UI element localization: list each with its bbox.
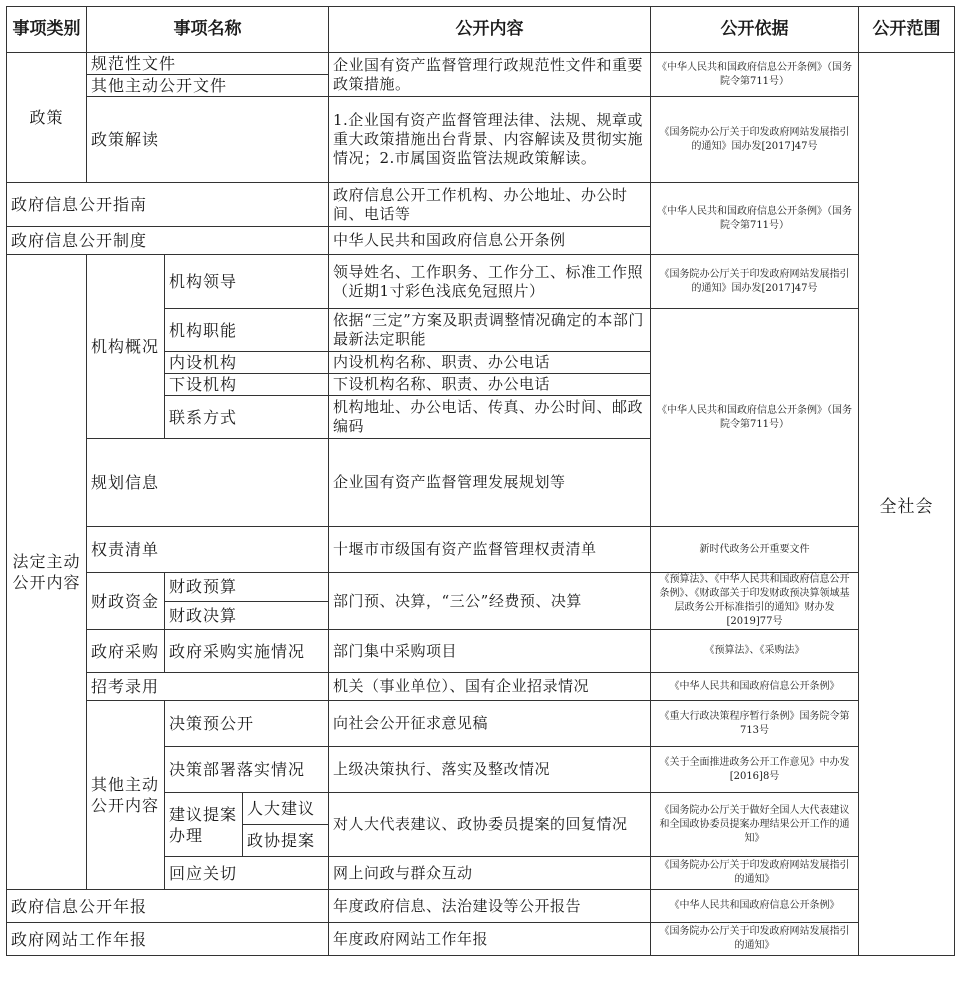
basis-ogi-regulation: 《中华人民共和国政府信息公开条例》（国务院令第711号） <box>651 53 859 97</box>
content-recruit: 机关（事业单位）、国有企业招录情况 <box>329 673 651 701</box>
item-org-overview: 机构概况 <box>87 255 165 439</box>
basis-ogi-regulation: 《中华人民共和国政府信息公开条例》 <box>651 890 859 923</box>
table-row <box>7 573 955 602</box>
item-budget: 财政预算 <box>165 573 329 602</box>
basis-decision-procedure: 《重大行政决策程序暂行条例》国务院令第713号 <box>651 701 859 747</box>
content-system: 中华人民共和国政府信息公开条例 <box>329 227 651 255</box>
table-row <box>7 183 955 227</box>
table-row <box>7 630 955 673</box>
item-leaders: 机构领导 <box>165 255 329 309</box>
content-decision-draft: 向社会公开征求意见稿 <box>329 701 651 747</box>
content-proposal: 对人大代表建议、政协委员提案的回复情况 <box>329 793 651 857</box>
header-content: 公开内容 <box>329 7 651 53</box>
content-annual-report: 年度政府信息、法治建设等公开报告 <box>329 890 651 923</box>
item-recruit: 招考录用 <box>87 673 329 701</box>
item-guide: 政府信息公开指南 <box>7 183 329 227</box>
item-planning: 规划信息 <box>87 439 329 527</box>
table-row <box>7 701 955 747</box>
basis-proposal-notice: 《国务院办公厅关于做好全国人大代表建议和全国政协委员提案办理结果公开工作的通知》 <box>651 793 859 857</box>
header-basis: 公开依据 <box>651 7 859 53</box>
basis-ogi-regulation: 《中华人民共和国政府信息公开条例》（国务院令第711号） <box>651 183 859 255</box>
scope-all-society: 全社会 <box>859 53 955 956</box>
basis-key-documents: 新时代政务公开重要文件 <box>651 527 859 573</box>
table-row <box>7 255 955 309</box>
item-response: 回应关切 <box>165 857 329 890</box>
item-finance: 财政资金 <box>87 573 165 630</box>
table-row <box>7 673 955 701</box>
table-row <box>7 890 955 923</box>
item-cppcc: 政协提案 <box>243 825 329 857</box>
item-decision-draft: 决策预公开 <box>165 701 329 747</box>
basis-open-government-opinion: 《关于全面推进政务公开工作意见》中办发[2016]8号 <box>651 747 859 793</box>
item-power-list: 权责清单 <box>87 527 329 573</box>
item-other-active-content: 其他主动公开内容 <box>87 701 165 890</box>
item-internal: 内设机构 <box>165 352 329 374</box>
item-annual-report: 政府信息公开年报 <box>7 890 329 923</box>
content-web-report: 年度政府网站工作年报 <box>329 923 651 956</box>
item-subordinate: 下设机构 <box>165 374 329 396</box>
content-planning: 企业国有资产监督管理发展规划等 <box>329 439 651 527</box>
item-procurement: 政府采购 <box>87 630 165 673</box>
basis-website-guide: 《国务院办公厅关于印发政府网站发展指引的通知》国办发[2017]47号 <box>651 97 859 183</box>
table-row <box>7 53 955 75</box>
content-contact: 机构地址、办公电话、传真、办公时间、邮政编码 <box>329 396 651 439</box>
item-other-active: 其他主动公开文件 <box>87 75 329 97</box>
content-leaders: 领导姓名、工作职务、工作分工、标准工作照（近期1寸彩色浅底免冠照片） <box>329 255 651 309</box>
content-power-list: 十堰市市级国有资产监督管理权责清单 <box>329 527 651 573</box>
content-response: 网上问政与群众互动 <box>329 857 651 890</box>
content-finance: 部门预、决算，“三公”经费预、决算 <box>329 573 651 630</box>
content-decision-impl: 上级决策执行、落实及整改情况 <box>329 747 651 793</box>
header-scope: 公开范围 <box>859 7 955 53</box>
header-category: 事项类别 <box>7 7 87 53</box>
item-system: 政府信息公开制度 <box>7 227 329 255</box>
disclosure-table <box>6 6 955 956</box>
item-web-report: 政府网站工作年报 <box>7 923 329 956</box>
category-mandatory: 法定主动公开内容 <box>7 255 87 890</box>
content-internal: 内设机构名称、职责、办公电话 <box>329 352 651 374</box>
basis-ogi-regulation: 《中华人民共和国政府信息公开条例》（国务院令第711号） <box>651 309 859 527</box>
basis-ogi-regulation: 《中华人民共和国政府信息公开条例》 <box>651 673 859 701</box>
content-functions: 依据“三定”方案及职责调整情况确定的本部门最新法定职能 <box>329 309 651 352</box>
item-interpretation: 政策解读 <box>87 97 329 183</box>
basis-budget-law: 《预算法》、《中华人民共和国政府信息公开条例》、《财政部关于印发财政预决算领域基层政务公开标准指引的通知》财办发[2019]77号 <box>651 573 859 630</box>
basis-website-guide: 《国务院办公厅关于印发政府网站发展指引的通知》国办发[2017]47号 <box>651 255 859 309</box>
table-row <box>7 923 955 956</box>
basis-website-guide: 《国务院办公厅关于印发政府网站发展指引的通知》 <box>651 923 859 956</box>
category-policy: 政策 <box>7 53 87 183</box>
item-proposal: 建议提案办理 <box>165 793 243 857</box>
content-interpretation: 1.企业国有资产监督管理法律、法规、规章或重大政策措施出台背景、内容解读及贯彻实施情况；2.市属国资监管法规政策解读。 <box>329 97 651 183</box>
content-procurement: 部门集中采购项目 <box>329 630 651 673</box>
item-functions: 机构职能 <box>165 309 329 352</box>
content-normative: 企业国有资产监督管理行政规范性文件和重要政策措施。 <box>329 53 651 97</box>
table-row <box>7 97 955 183</box>
item-normative: 规范性文件 <box>87 53 329 75</box>
basis-procurement-law: 《预算法》、《采购法》 <box>651 630 859 673</box>
basis-website-guide: 《国务院办公厅关于印发政府网站发展指引的通知》 <box>651 857 859 890</box>
item-contact: 联系方式 <box>165 396 329 439</box>
table-header-row <box>7 7 955 53</box>
content-guide: 政府信息公开工作机构、办公地址、办公时间、电话等 <box>329 183 651 227</box>
content-subordinate: 下设机构名称、职责、办公电话 <box>329 374 651 396</box>
header-item-name: 事项名称 <box>87 7 329 53</box>
item-npc: 人大建议 <box>243 793 329 825</box>
item-procurement-impl: 政府采购实施情况 <box>165 630 329 673</box>
item-final-accounts: 财政决算 <box>165 601 329 630</box>
table-row <box>7 527 955 573</box>
item-decision-impl: 决策部署落实情况 <box>165 747 329 793</box>
